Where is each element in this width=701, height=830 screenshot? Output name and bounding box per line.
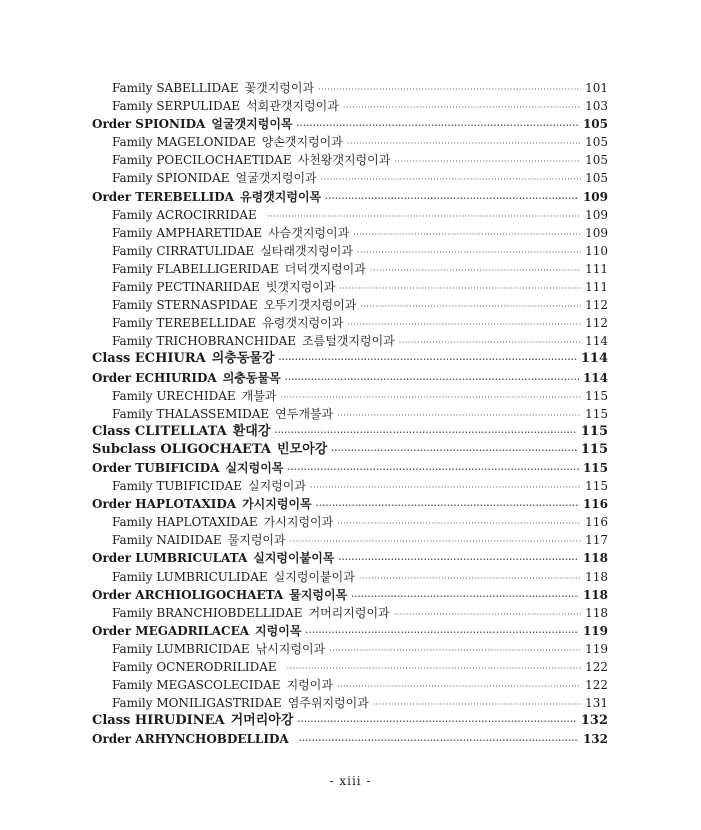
korean-name: 가시지렁이과 xyxy=(263,515,334,530)
page-number: 132 xyxy=(582,732,608,747)
korean-name: 실지렁이붙이목 xyxy=(253,551,335,566)
taxon-name: Family POECILOCHAETIDAE xyxy=(112,153,292,168)
page-number: 116 xyxy=(582,497,608,512)
korean-name: 가시지렁이목 xyxy=(242,497,312,512)
taxon-name: Family SABELLIDAE xyxy=(112,81,239,95)
page-number: 117 xyxy=(585,533,608,548)
toc-entry-order xyxy=(92,459,608,477)
taxon-name: Family PECTINARIIDAE xyxy=(112,280,260,295)
korean-name: 조름털갯지렁이과 xyxy=(302,334,395,349)
toc-entry-class xyxy=(92,423,608,441)
dot-leader xyxy=(297,116,579,134)
korean-name: 빈모아강 xyxy=(277,441,328,457)
page-number: 105 xyxy=(585,135,608,150)
toc-entry-label xyxy=(112,314,343,332)
toc-entry-subclass xyxy=(92,441,608,459)
korean-name: 의충동물목 xyxy=(222,370,281,385)
toc-entry-label xyxy=(92,712,293,730)
toc-entry-label xyxy=(112,387,276,405)
korean-name: 환대강 xyxy=(232,423,271,439)
toc-entry-class xyxy=(92,712,608,730)
toc-entry-order xyxy=(92,495,608,513)
korean-name: 염주위지렁이과 xyxy=(287,696,369,711)
taxon-name: Family CIRRATULIDAE xyxy=(112,243,255,258)
taxon-name: Family MEGASCOLECIDAE xyxy=(112,678,281,693)
toc-entry-label xyxy=(112,568,355,586)
toc-entry-family xyxy=(92,694,608,712)
korean-name: 얼굴갯지렁이목 xyxy=(211,117,293,132)
toc-entry-label xyxy=(112,531,286,549)
page-number: 115 xyxy=(585,479,608,494)
korean-name: 꽃갯지렁이과 xyxy=(244,81,315,95)
dot-leader xyxy=(337,678,581,696)
toc-entry-family xyxy=(92,604,608,622)
korean-name: 실지렁이붙이과 xyxy=(273,569,355,584)
taxon-name: Order HAPLOTAXIDA xyxy=(92,497,237,512)
korean-name: 연두개불과 xyxy=(275,406,334,421)
dot-leader xyxy=(370,262,581,280)
page-number: 122 xyxy=(585,660,608,674)
page-number: 111 xyxy=(585,280,608,295)
dot-leader xyxy=(310,479,581,497)
taxon-name: Family SERPULIDAE xyxy=(112,99,241,114)
toc-entry-label xyxy=(112,296,356,314)
page-number-footer: - xiii - xyxy=(329,774,372,788)
taxon-name: Order MEGADRILACEA xyxy=(92,623,250,638)
toc-entry-family xyxy=(92,477,608,495)
korean-name: 거머리아강 xyxy=(230,713,294,729)
page-number: 105 xyxy=(582,117,608,132)
dot-leader xyxy=(359,570,581,588)
toc-entry-order xyxy=(92,369,608,387)
page-number: 118 xyxy=(585,569,608,584)
page-number: 112 xyxy=(585,298,608,313)
toc-entry-family xyxy=(92,296,608,314)
toc-entry-label xyxy=(112,332,395,350)
dot-leader xyxy=(351,587,579,605)
toc-entry-family xyxy=(92,169,608,187)
dot-leader xyxy=(339,280,581,298)
page-number: 105 xyxy=(585,153,608,168)
taxon-name: Order TEREBELLIDA xyxy=(92,189,234,204)
toc-entry-family xyxy=(92,531,608,549)
toc-entry-label xyxy=(112,133,343,151)
toc-entry-label xyxy=(112,79,314,97)
korean-name: 개불과 xyxy=(241,388,277,403)
taxon-name: Family MONILIGASTRIDAE xyxy=(112,696,282,711)
dot-leader xyxy=(274,423,576,441)
taxon-name: Order ARCHIOLIGOCHAETA xyxy=(92,587,284,602)
toc-entry-family xyxy=(92,640,608,658)
toc-entry-label xyxy=(112,604,390,622)
dot-leader xyxy=(279,350,577,368)
toc-entry-family xyxy=(92,151,608,169)
korean-name: 오뚜기갯지렁이과 xyxy=(263,298,357,313)
toc-entry-family xyxy=(92,224,608,242)
toc-entry-label xyxy=(92,350,275,368)
page-number: 115 xyxy=(580,441,608,457)
toc-entry-label xyxy=(112,151,390,169)
toc-entry-order xyxy=(92,549,608,567)
taxon-name: Order ECHIURIDA xyxy=(92,370,217,385)
page-number: 122 xyxy=(585,678,608,693)
page-number: 132 xyxy=(580,713,608,729)
toc-entry-family xyxy=(92,658,608,676)
toc-entry-label xyxy=(92,115,293,133)
toc-entry-label xyxy=(112,260,366,278)
dot-leader xyxy=(337,515,581,533)
dot-leader xyxy=(331,441,577,459)
taxon-name: Family URECHIDAE xyxy=(112,388,236,403)
toc-entry-family xyxy=(92,314,608,332)
toc-entry-label xyxy=(112,694,369,712)
toc-entry-label xyxy=(92,423,270,441)
korean-name: 지렁이과 xyxy=(286,678,333,693)
korean-name: 물지렁이목 xyxy=(289,587,348,602)
toc-entry-order xyxy=(92,188,608,206)
toc-entry-label xyxy=(92,188,321,206)
dot-leader xyxy=(318,81,581,99)
korean-name: 실지렁이목 xyxy=(225,460,284,475)
korean-name: 얼굴갯지렁이과 xyxy=(235,171,317,186)
dot-leader xyxy=(394,606,581,624)
taxon-name: Family AMPHARETIDAE xyxy=(112,225,263,240)
toc-entry-family xyxy=(92,387,608,405)
toc-entry-label xyxy=(112,477,306,495)
korean-name: 지렁이목 xyxy=(255,623,302,638)
toc-entry-family xyxy=(92,260,608,278)
toc-entry-label xyxy=(112,224,349,242)
korean-name: 낚시지렁이과 xyxy=(255,641,326,656)
page-number: 116 xyxy=(585,515,608,530)
korean-name: 석회관갯지렁이과 xyxy=(246,99,339,114)
taxon-name: Class CLITELLATA xyxy=(92,423,227,439)
taxon-name: Family SPIONIDAE xyxy=(112,171,230,186)
page-number: 115 xyxy=(585,406,608,421)
toc-entry-family xyxy=(92,332,608,350)
page-number: 112 xyxy=(585,316,608,331)
toc-entry-label xyxy=(112,640,325,658)
dot-leader xyxy=(287,460,579,478)
korean-name: 의충동물강 xyxy=(211,351,275,367)
taxon-name: Order ARHYNCHOBDELLIDA xyxy=(92,732,289,747)
toc-entry-label xyxy=(92,459,283,477)
page-number: 110 xyxy=(585,243,608,258)
korean-name: 더덕갯지렁이과 xyxy=(284,261,366,276)
dot-leader xyxy=(299,731,579,749)
toc-entry-order xyxy=(92,115,608,133)
toc-entry-label xyxy=(92,586,347,604)
toc-entry-label xyxy=(92,622,301,640)
dot-leader xyxy=(394,153,581,171)
dot-leader xyxy=(360,298,581,316)
dot-leader xyxy=(329,642,581,660)
taxon-name: Family BRANCHIOBDELLIDAE xyxy=(112,605,303,620)
toc-entry-family xyxy=(92,242,608,260)
taxon-name: Family FLABELLIGERIDAE xyxy=(112,261,279,276)
taxon-name: Class HIRUDINEA xyxy=(92,713,225,729)
taxon-name: Family OCNERODRILIDAE xyxy=(112,660,277,674)
taxon-name: Order SPIONIDA xyxy=(92,117,206,132)
toc-entry-order xyxy=(92,622,608,640)
dot-leader xyxy=(297,712,576,730)
korean-name: 실지렁이과 xyxy=(248,479,306,494)
page-number: 115 xyxy=(582,460,608,475)
page-number: 118 xyxy=(582,551,608,566)
page-number: 115 xyxy=(585,388,608,403)
dot-leader xyxy=(325,189,579,207)
dot-leader xyxy=(338,550,579,568)
toc-entry-label xyxy=(112,242,353,260)
taxon-name: Family TEREBELLIDAE xyxy=(112,316,257,331)
korean-name: 물지렁이과 xyxy=(227,533,286,548)
toc-entry-label xyxy=(92,730,295,748)
toc-entry-family xyxy=(92,513,608,531)
toc-entry-order xyxy=(92,586,608,604)
page-number: 118 xyxy=(582,587,608,602)
taxon-name: Family MAGELONIDAE xyxy=(112,135,256,150)
toc-entry-family xyxy=(92,133,608,151)
dot-leader xyxy=(285,370,579,388)
taxon-name: Family ACROCIRRIDAE xyxy=(112,207,257,222)
toc-entry-label xyxy=(92,495,312,513)
toc-entry-label xyxy=(112,97,339,115)
page-number: 114 xyxy=(582,370,608,385)
taxon-name: Family LUMBRICIDAE xyxy=(112,641,250,656)
toc-entry-order xyxy=(92,730,608,748)
taxon-name: Family TUBIFICIDAE xyxy=(112,479,243,494)
dot-leader xyxy=(316,496,579,514)
toc-entry-label xyxy=(112,278,335,296)
dot-leader xyxy=(305,623,579,641)
taxon-name: Family STERNASPIDAE xyxy=(112,298,258,313)
korean-name: 유령갯지렁이목 xyxy=(240,189,322,204)
korean-name: 양손갯지렁이과 xyxy=(261,135,343,150)
korean-name: 사천왕갯지렁이과 xyxy=(297,153,391,168)
page-number: 115 xyxy=(580,423,608,439)
toc-entry-label xyxy=(112,513,333,531)
toc-entry-label xyxy=(112,676,333,694)
page-number: 118 xyxy=(585,605,608,620)
page-number: 119 xyxy=(585,641,608,656)
page-number: 109 xyxy=(582,189,608,204)
toc-entry-label xyxy=(92,369,281,387)
page-number: 101 xyxy=(585,81,608,95)
dot-leader xyxy=(321,171,581,189)
toc-entry-label xyxy=(92,549,334,567)
toc-entry-label xyxy=(112,658,283,676)
page-number: 103 xyxy=(585,99,608,114)
page-number: 105 xyxy=(585,171,608,186)
page-number: 119 xyxy=(582,623,608,638)
toc-entry-label xyxy=(92,441,327,459)
toc-entry-family xyxy=(92,206,608,224)
taxon-name: Family TRICHOBRANCHIDAE xyxy=(112,334,297,349)
taxon-name: Family THALASSEMIDAE xyxy=(112,406,270,421)
toc-entry-family xyxy=(92,405,608,423)
page-number: 114 xyxy=(585,334,608,349)
korean-name: 사슴갯지렁이과 xyxy=(268,225,350,240)
page-number: 109 xyxy=(585,225,608,240)
toc-entry-family xyxy=(92,97,608,115)
toc-entry-class xyxy=(92,350,608,368)
taxon-name: Subclass OLIGOCHAETA xyxy=(92,441,272,457)
toc-entry-family xyxy=(92,568,608,586)
page-number: 109 xyxy=(585,207,608,222)
taxon-name: Class ECHIURA xyxy=(92,351,206,367)
toc-entry-family xyxy=(92,676,608,694)
toc-entry-label xyxy=(112,405,333,423)
toc-entry-label xyxy=(112,169,317,187)
dot-leader xyxy=(357,244,581,262)
taxon-name: Family HAPLOTAXIDAE xyxy=(112,515,258,530)
dot-leader xyxy=(343,99,581,117)
taxon-name: Family NAIDIDAE xyxy=(112,533,222,548)
table-of-contents xyxy=(92,79,608,748)
taxon-name: Family LUMBRICULIDAE xyxy=(112,569,268,584)
page-number: 114 xyxy=(580,351,608,367)
toc-entry-family xyxy=(92,79,608,97)
toc-entry-label xyxy=(112,206,263,224)
toc-entry-family xyxy=(92,278,608,296)
korean-name: 거머리지렁이과 xyxy=(308,605,390,620)
dot-leader xyxy=(353,226,581,244)
page-number: 111 xyxy=(585,261,608,276)
page-number: 131 xyxy=(585,696,608,711)
taxon-name: Order TUBIFICIDA xyxy=(92,460,220,475)
korean-name: 실타래갯지렁이과 xyxy=(260,243,353,258)
korean-name: 유령갯지렁이과 xyxy=(262,316,344,331)
taxon-name: Order LUMBRICULATA xyxy=(92,551,248,566)
korean-name: 빗갯지렁이과 xyxy=(265,280,336,295)
